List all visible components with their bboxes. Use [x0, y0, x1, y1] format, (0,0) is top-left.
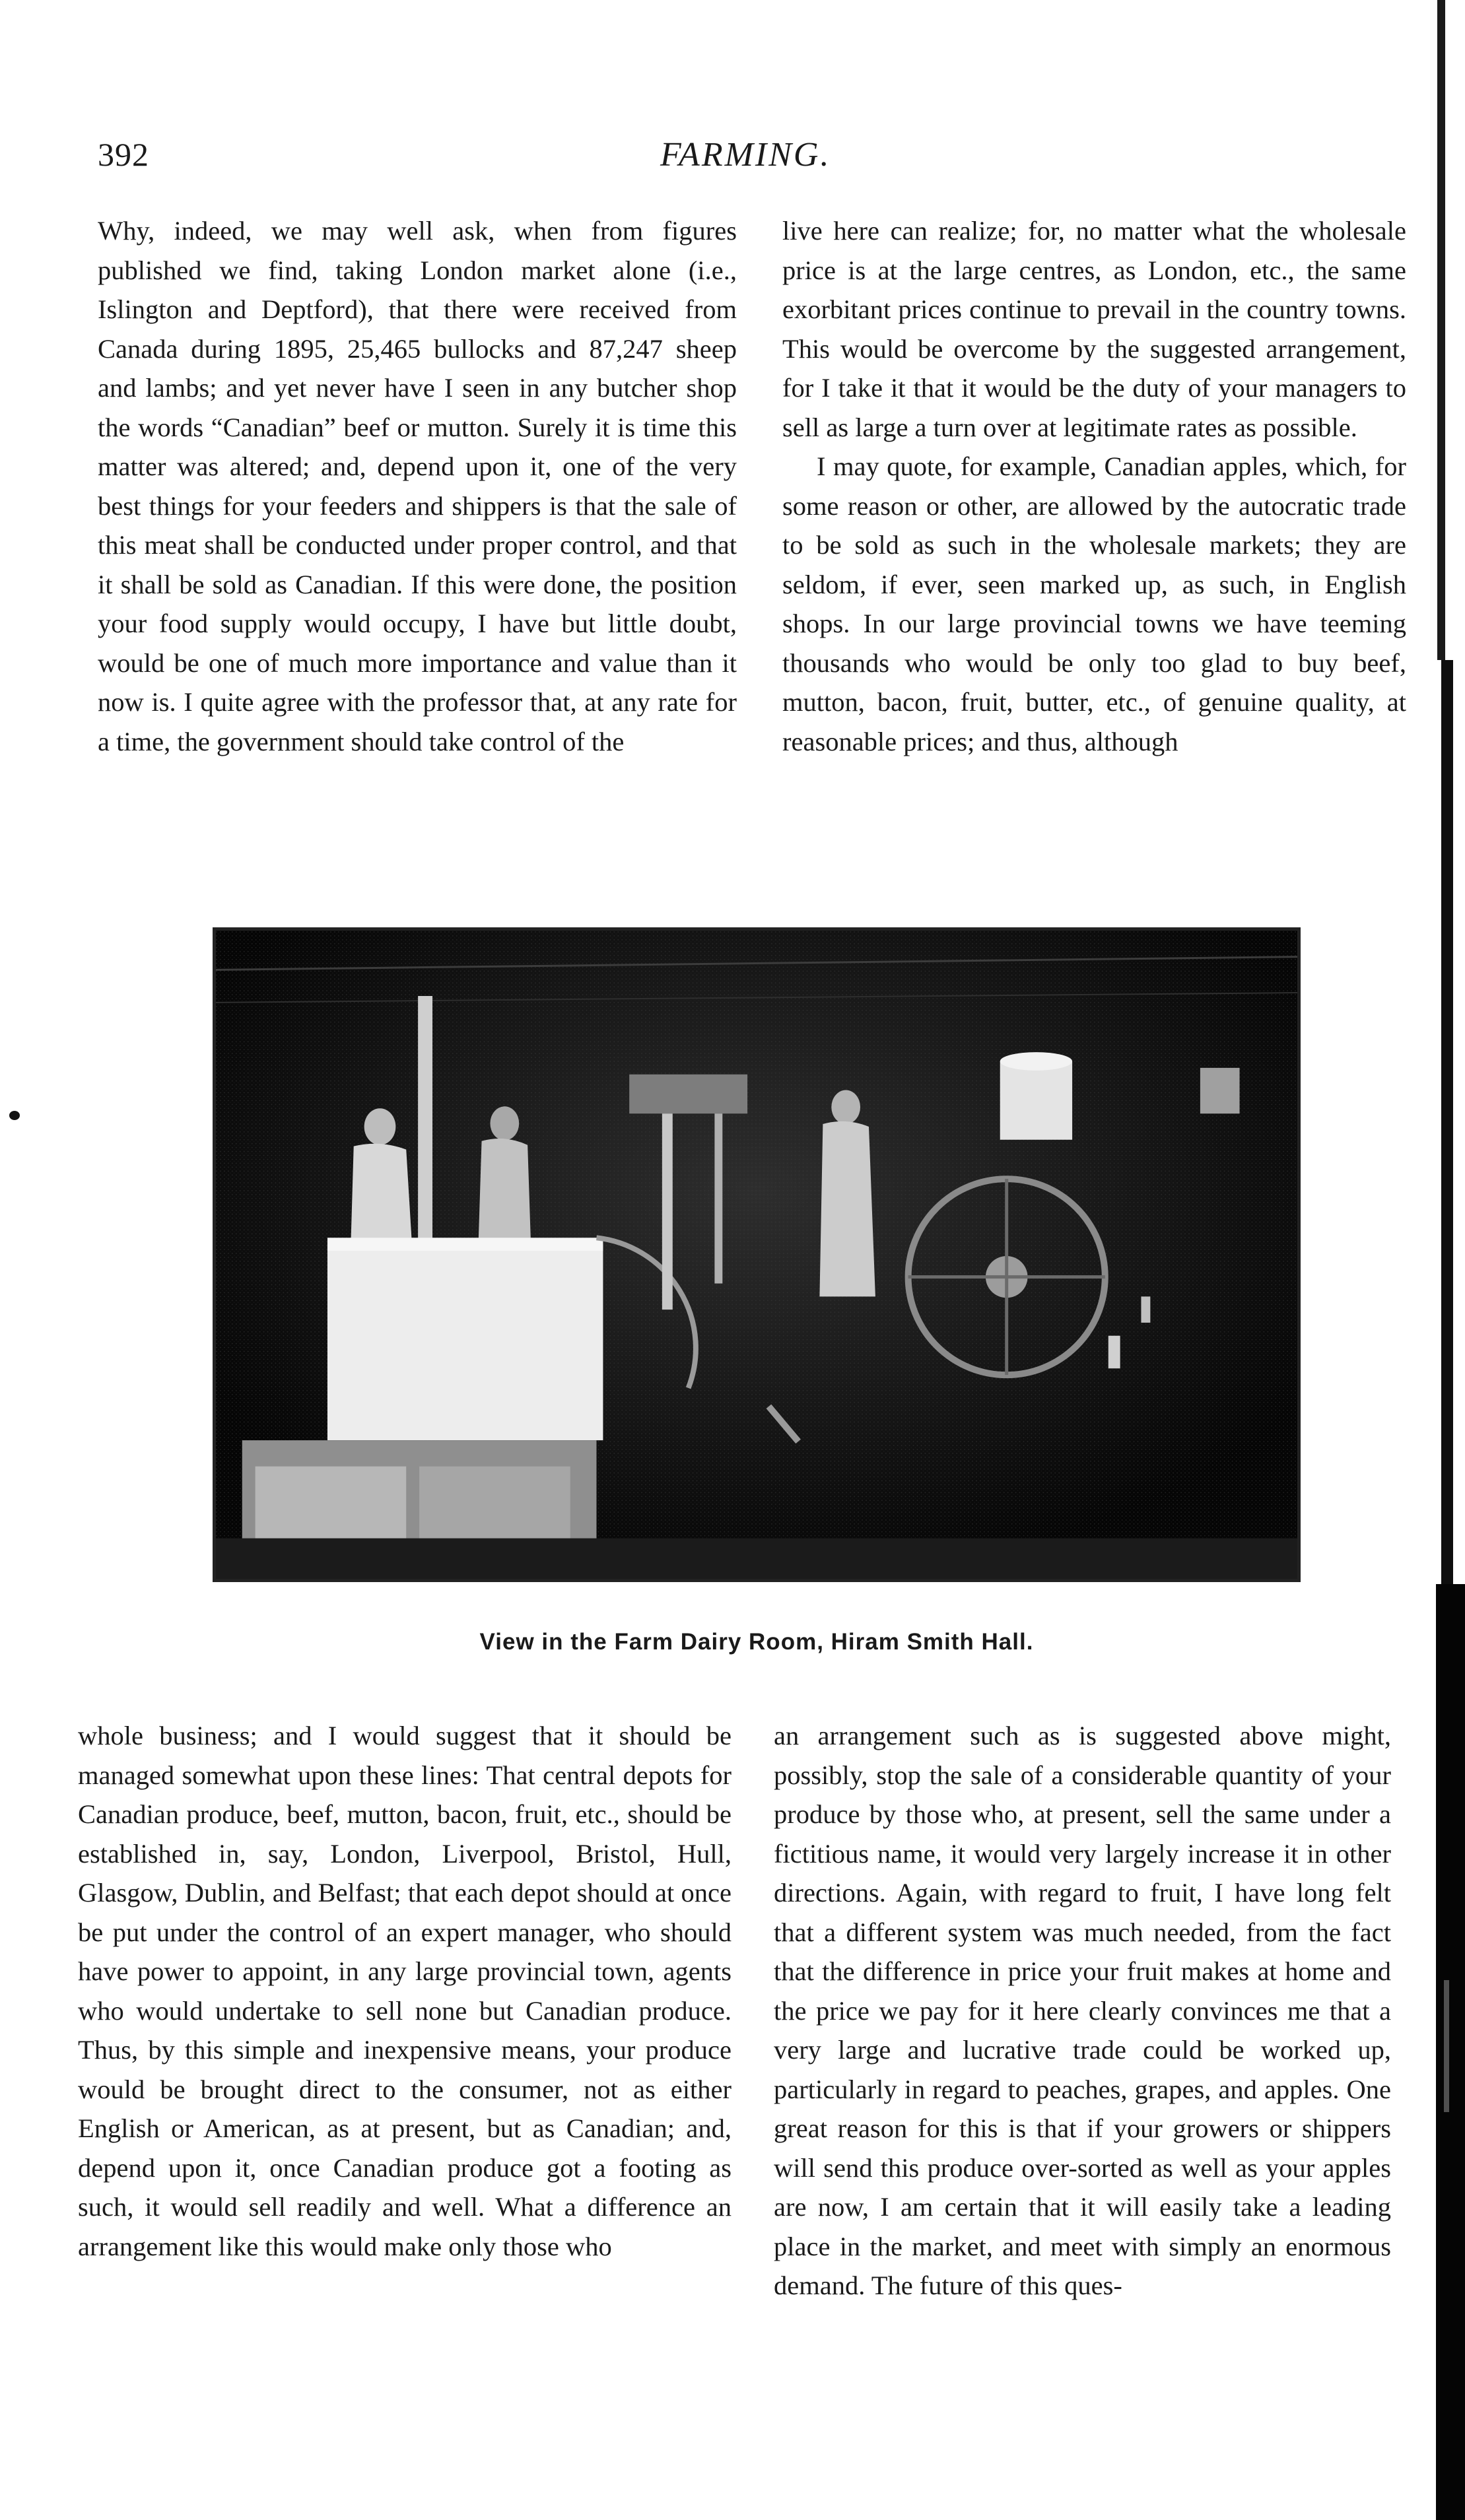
text-column-bottom-left: [78, 1716, 732, 2266]
paragraph: Why, indeed, we may well ask, when from figures published we find, taking London market alone (i.e., Islington and Deptford), that there were received from Canada during 1895, 25,465 bullocks and 87,247 sheep and lambs; and yet never have I seen in any butcher shop the words “Canadian” beef or mutton. Surely it is time this matter was altered; and, depend upon it, one of the very best things for your feeders and shippers is that the sale of this meat shall be conducted under proper control, and that it shall be sold as Canadian. If this were done, the position your food supply would occupy, I have but little doubt, would be one of much more importance and value than it now is. I quite agree with the professor that, at any rate for a time, the government should take control of the: [98, 216, 737, 756]
text-column-bottom-right: [774, 1716, 1391, 2305]
paragraph: live here can realize; for, no matter what the wholesale price is at the large centres, as London, etc., the same exorbitant prices continue to prevail in the country towns. This would be overcome by the suggested arrangement, for I take it that it would be the duty of your managers to sell as large a turn over at legitimate rates as possible.: [782, 216, 1406, 442]
paragraph: an arrangement such as is suggested above might, possibly, stop the sale of a considerable quantity of your produce by those who, at present, sell the same under a fictitious name, it would very largely increase it in other directions. Again, with regard to fruit, I have long felt that a different system was much needed, from the fact that the difference in price your fruit makes at home and the price we pay for it here clearly convinces me that a very large and lucrative trade could be worked up, particularly in regard to peaches, grapes, and apples. One great reason for this is that if your growers or shippers will send this produce over-sorted as well as your apples are now, I am certain that it will easily take a leading place in the market, and meet with simply an enormous demand. The future of this ques-: [774, 1721, 1391, 2300]
figure-caption: View in the Farm Dairy Room, Hiram Smith Hall.: [479, 1629, 1034, 1655]
photo-illustration: [216, 931, 1297, 1579]
page-number: 392: [98, 136, 149, 173]
running-title: FARMING.: [660, 136, 831, 174]
text-column-top-right: [782, 211, 1406, 761]
page-binding-edge: [1424, 0, 1465, 2520]
paragraph: I may quote, for example, Canadian apples, which, for some reason or other, are allowed by the autocratic trade to be sold as such in the wholesale markets; they are seldom, if ever, seen marked up, as such, in English shops. In our large provincial towns we have teeming thousands who would be only too glad to buy beef, mutton, bacon, fruit, butter, etc., of genuine quality, at reasonable prices; and thus, although: [782, 451, 1406, 756]
text-column-top-left: [98, 211, 737, 761]
paragraph: whole business; and I would suggest that it should be managed somewhat upon these lines: That central depots for Canadian produce, beef, mutton, bacon, fruit, etc., should be established in, say, London, Liverpool, Bristol, Hull, Glasgow, Dublin, and Belfast; that each depot should at once be put under the control of an expert manager, who should have power to appoint, in any large provincial town, agents who would undertake to sell none but Canadian produce. Thus, by this simple and inexpensive means, your produce would be brought direct to the consumer, not as either English or American, as at present, but as Canadian; and, depend upon it, once Canadian produce got a footing as such, it would sell readily and well. What a difference an arrangement like this would make only those who: [78, 1721, 732, 2261]
dairy-room-photograph: [213, 927, 1301, 1582]
stray-ink-mark: [9, 1111, 20, 1120]
